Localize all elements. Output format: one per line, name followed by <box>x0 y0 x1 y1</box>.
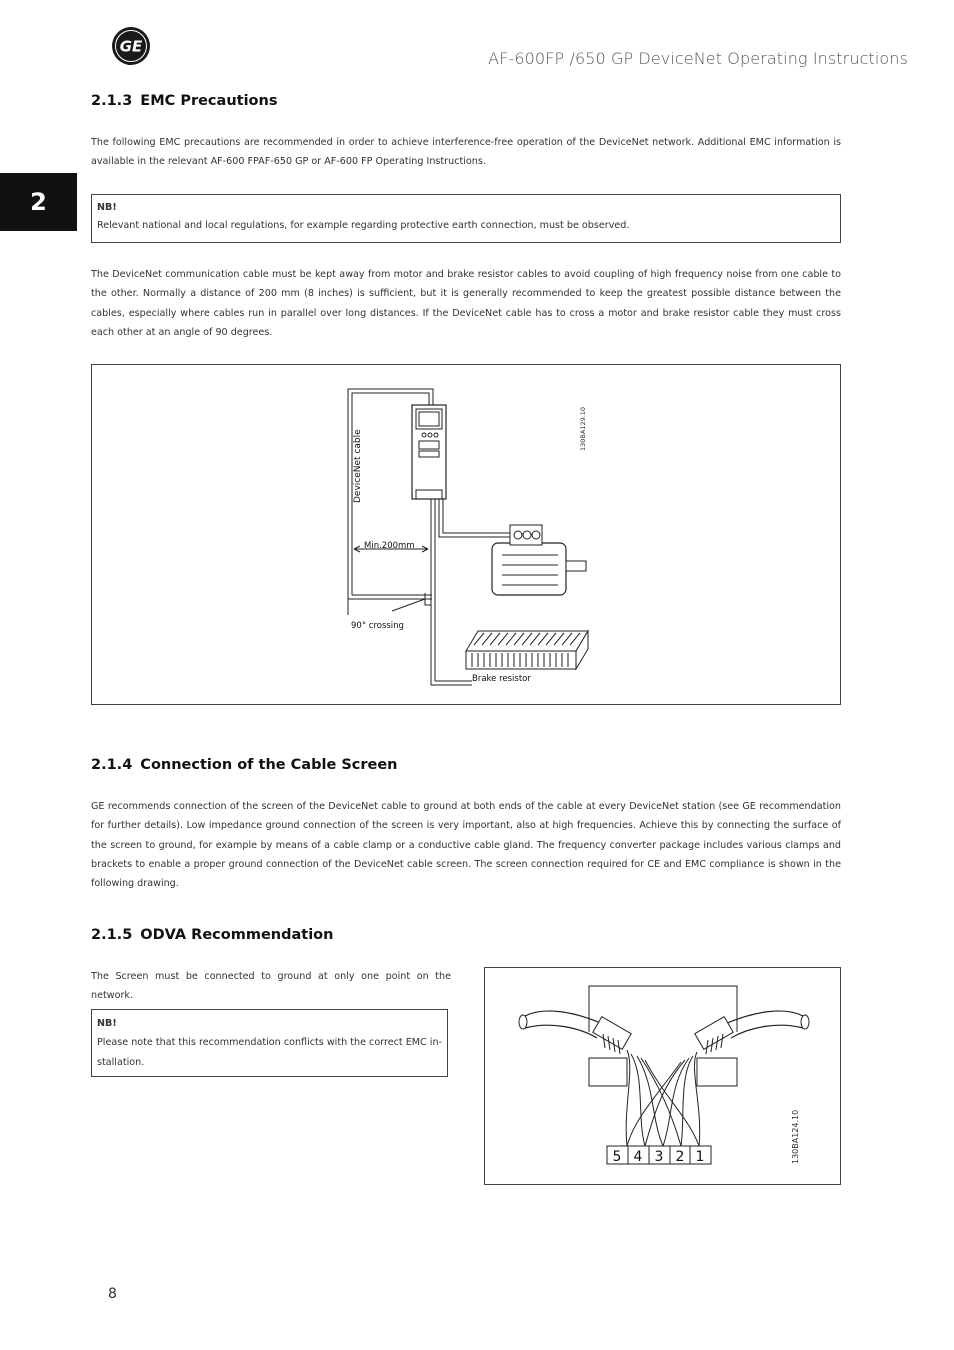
terminal-4: 4 <box>633 1149 643 1165</box>
section-heading-screen <box>91 757 398 773</box>
section-number: 2.1.4 <box>91 757 133 773</box>
section-number: 2.1.5 <box>91 927 133 943</box>
section-title: EMC Precautions <box>140 93 278 109</box>
note-label: NB! <box>97 202 117 213</box>
odva-connector-figure <box>484 967 841 1185</box>
emc-intro-paragraph: The following EMC precautions are recommended in order to achieve interference-free operation of the DeviceNet network. Additional EMC information is available in the relevant AF-600 FPAF-650 GP or AF-600 FP Operating Instructions. <box>91 137 841 168</box>
section-heading-odva <box>91 927 333 943</box>
brake-resistor <box>466 631 588 669</box>
figure-code-1: 130BA129.10 <box>579 406 587 451</box>
note-label: NB! <box>97 1018 117 1029</box>
devicenet-cable-label: DeviceNet cable <box>353 429 363 503</box>
connector-drawing <box>485 968 840 1184</box>
chapter-tab: 2 <box>0 173 77 231</box>
emc-body-paragraph: The DeviceNet communication cable must be kept away from motor and brake resistor cables to avoid coupling of high frequency noise from one cable to the other. Normally a distance of 200 mm (8 inches) is sufficient, but it is generally recommended to keep the greatest possible distance between the cables, especially where cables run in parallel over long distances. If the DeviceNet cable has to cross a motor and brake resistor cable they must cross each other at an angle of 90 degrees. <box>91 269 841 338</box>
terminal-3: 3 <box>654 1149 664 1165</box>
emc-cable-routing-figure <box>91 364 841 705</box>
note-text: Please note that this recommendation conflicts with the correct EMC in-stallation. <box>97 1037 442 1068</box>
drive-unit <box>412 405 446 499</box>
terminal-1: 1 <box>695 1149 705 1165</box>
screen-body-paragraph: GE recommends connection of the screen of the DeviceNet cable to ground at both ends of the cable at every DeviceNet station (see GE recommendation for further details). Low impedance ground connection of the screen is very important, also at high frequencies. Achieve this by connecting the surface of the screen to ground, for example by means of a cable clamp or a conductive cable gland. The frequency converter package includes various clamps and brackets to enable a proper ground connection of the DeviceNet cable screen. The screen connection required for CE and EMC compliance is shown in the following drawing. <box>91 801 841 890</box>
min-distance-label: Min.200mm <box>364 541 415 551</box>
section-title: ODVA Recommendation <box>140 927 334 943</box>
ge-logo <box>111 26 151 66</box>
figure-code-2: 130BA124.10 <box>791 1109 800 1164</box>
cable-routing-drawing <box>92 365 840 704</box>
document-title: AF-600FP /650 GP DeviceNet Operating Instructions <box>488 49 908 68</box>
note-text: Relevant national and local regulations, for example regarding protective earth connection, must be observed. <box>97 220 630 231</box>
motor <box>492 543 566 595</box>
section-number: 2.1.3 <box>91 93 133 109</box>
section-heading-emc <box>91 93 277 109</box>
terminal-2: 2 <box>675 1149 685 1165</box>
svg-text:GE: GE <box>119 37 143 56</box>
odva-note-box <box>91 1009 448 1077</box>
section-title: Connection of the Cable Screen <box>140 757 398 773</box>
brake-resistor-label: Brake resistor <box>472 674 531 684</box>
crossing-label: 90° crossing <box>351 621 404 631</box>
terminal-5: 5 <box>612 1149 622 1165</box>
odva-body-paragraph: The Screen must be connected to ground at only one point on the network. <box>91 971 451 1002</box>
page-number: 8 <box>108 1286 117 1302</box>
emc-note-box <box>91 194 841 243</box>
